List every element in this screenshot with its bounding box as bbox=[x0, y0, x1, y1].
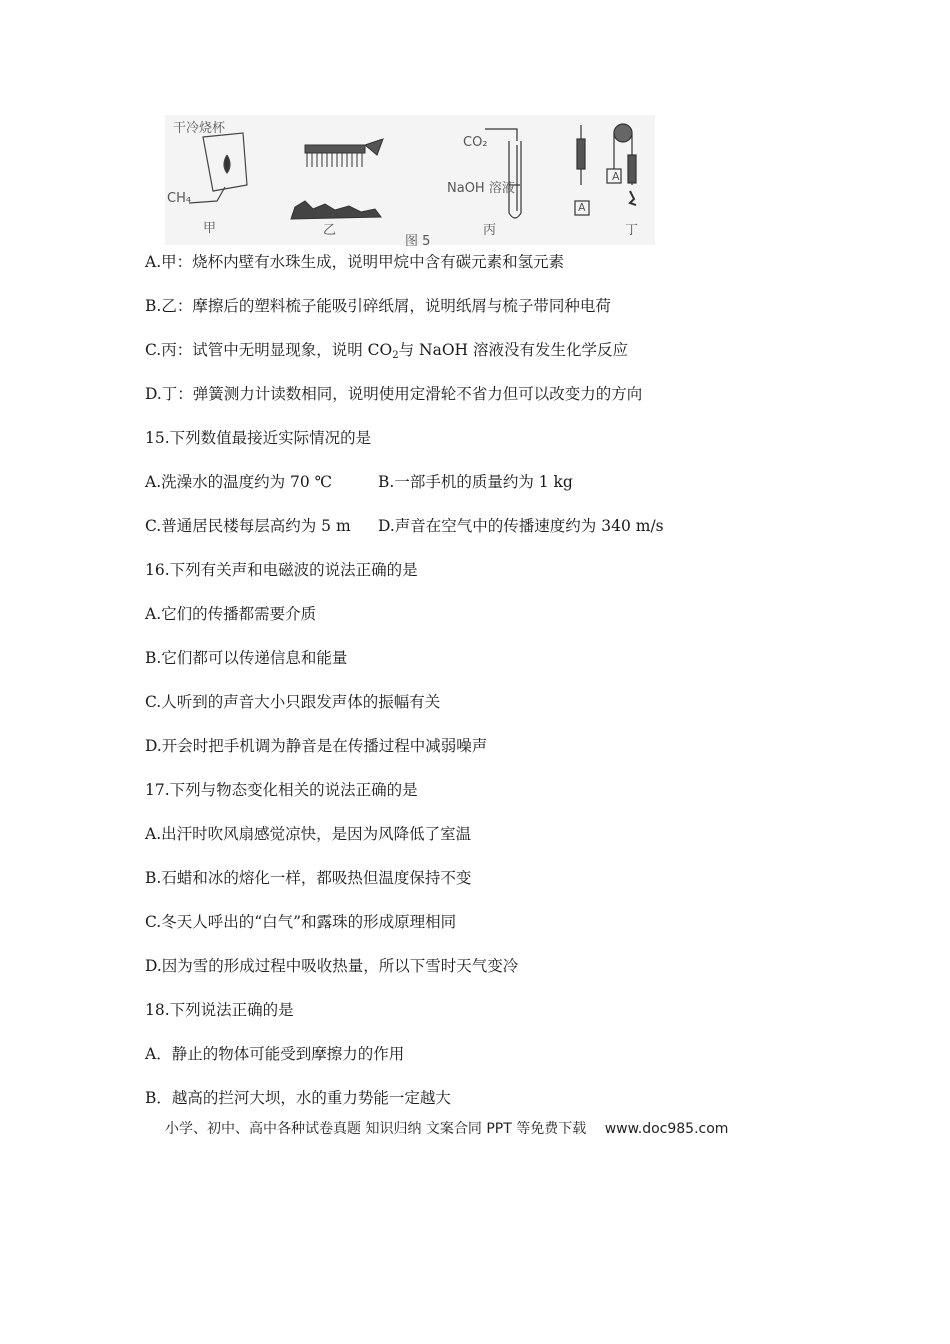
panel-label-yi: 乙 bbox=[323, 223, 337, 238]
q18-stem: 18.下列说法正确的是 bbox=[145, 1001, 294, 1019]
comb-apparatus bbox=[291, 139, 383, 219]
q17-option-a: A.出汗时吹风扇感觉凉快，是因为风降低了室温 bbox=[145, 825, 472, 843]
q14-option-c bbox=[145, 338, 628, 361]
footer-link[interactable]: www.doc985.com bbox=[604, 1121, 729, 1137]
q14-option-b: B.乙：摩擦后的塑料梳子能吸引碎纸屑，说明纸屑与梳子带同种电荷 bbox=[145, 297, 611, 315]
panel-label-bing: 丙 bbox=[483, 223, 497, 238]
q17-option-b: B.石蜡和冰的熔化一样，都吸热但温度保持不变 bbox=[145, 869, 472, 887]
q16-option-a: A.它们的传播都需要介质 bbox=[145, 605, 317, 623]
q17-stem: 17.下列与物态变化相关的说法正确的是 bbox=[145, 781, 418, 799]
footer-text: 小学、初中、高中各种试卷真题 知识归纳 文案合同 PPT 等免费下载 bbox=[165, 1121, 587, 1137]
co2-label: CO₂ bbox=[463, 135, 488, 150]
q15-option-c: C.普通居民楼每层高约为 5 m bbox=[145, 517, 351, 535]
test-tube-apparatus bbox=[485, 129, 521, 218]
experiment-figure bbox=[165, 115, 655, 249]
q16-option-c: C.人听到的声音大小只跟发声体的振幅有关 bbox=[145, 693, 441, 711]
weight-label-2: A bbox=[578, 201, 586, 214]
panel-label-jia: 甲 bbox=[203, 221, 217, 236]
q18-option-a: A．静止的物体可能受到摩擦力的作用 bbox=[145, 1045, 405, 1063]
beaker-apparatus bbox=[189, 133, 247, 203]
q14-option-d: D.丁：弹簧测力计读数相同，说明使用定滑轮不省力但可以改变力的方向 bbox=[145, 385, 643, 403]
q15-stem: 15.下列数值最接近实际情况的是 bbox=[145, 429, 372, 447]
q14-option-c-sub: 2 bbox=[392, 350, 399, 361]
q14-option-c-post: 与 NaOH 溶液没有发生化学反应 bbox=[398, 341, 628, 359]
q15-option-b: B.一部手机的质量约为 1 kg bbox=[378, 473, 573, 491]
q16-stem: 16.下列有关声和电磁波的说法正确的是 bbox=[145, 561, 418, 579]
q16-option-b: B.它们都可以传递信息和能量 bbox=[145, 649, 348, 667]
figure-caption: 图 5 bbox=[405, 234, 431, 249]
ch4-label: CH₄ bbox=[167, 191, 192, 206]
q17-option-c: C.冬天人呼出的“白气”和露珠的形成原理相同 bbox=[145, 913, 457, 931]
q14-option-c-pre: C.丙：试管中无明显现象，说明 CO bbox=[145, 341, 393, 359]
q18-option-b: B．越高的拦河大坝，水的重力势能一定越大 bbox=[145, 1089, 451, 1107]
footer bbox=[165, 1118, 728, 1138]
naoh-label: NaOH 溶液 bbox=[447, 181, 515, 196]
q16-option-d: D.开会时把手机调为静音是在传播过程中减弱噪声 bbox=[145, 737, 488, 755]
q14-option-a: A.甲：烧杯内壁有水珠生成，说明甲烷中含有碳元素和氢元素 bbox=[145, 253, 565, 271]
q15-option-d: D.声音在空气中的传播速度约为 340 m/s bbox=[378, 517, 664, 535]
q15-option-a: A.洗澡水的温度约为 70 ℃ bbox=[145, 473, 333, 491]
weight-label: A bbox=[612, 170, 620, 183]
q17-option-d: D.因为雪的形成过程中吸收热量，所以下雪时天气变冷 bbox=[145, 957, 519, 975]
panel-label-ding: 丁 bbox=[625, 223, 639, 238]
experiment-illustration bbox=[165, 115, 655, 245]
beaker-label: 干冷烧杯 bbox=[173, 121, 226, 136]
